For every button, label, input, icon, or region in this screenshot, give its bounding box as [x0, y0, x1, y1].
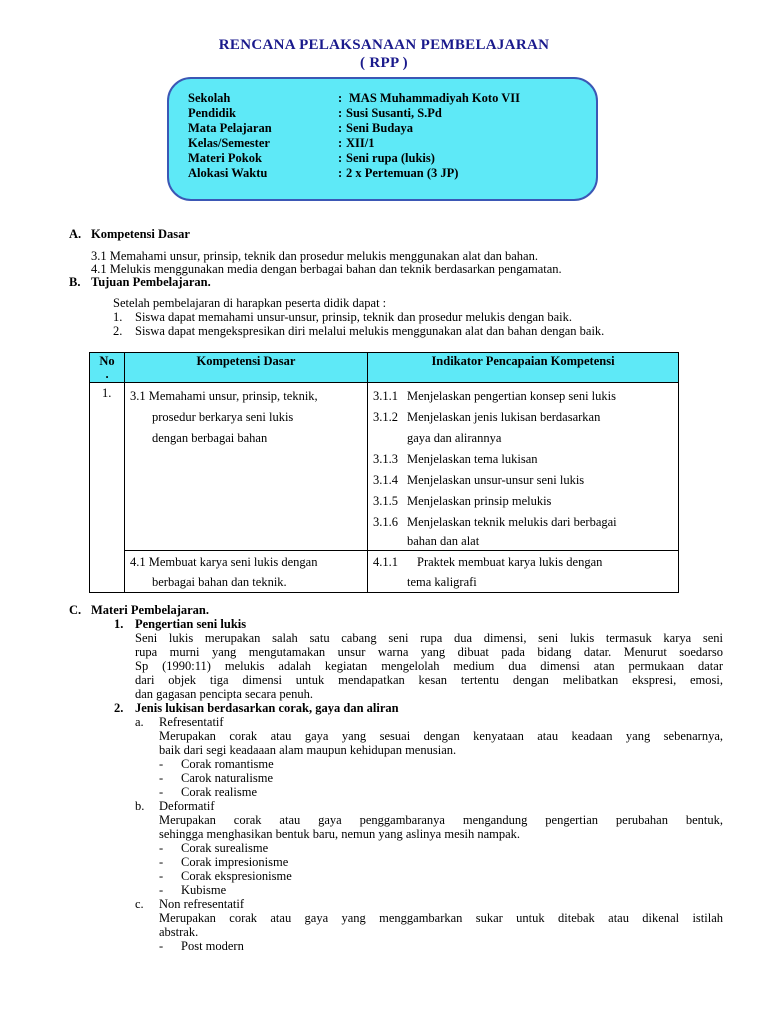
sub2a-title: Refresentatif [159, 715, 224, 729]
sub2b-title: Deformatif [159, 799, 215, 813]
info-row-materi-pokok: Materi Pokok : Seni rupa (lukis) [188, 151, 435, 165]
sub2c-title: Non refresentatif [159, 897, 245, 911]
row-no-cell: 1. [90, 383, 125, 593]
table-header-row [90, 353, 679, 383]
header-no: No . [90, 353, 125, 383]
sub1-line-2: rupa murni yang mengutamakan unsur warna yang dibuat pada bidang datar. Menurut soedarso [135, 645, 723, 659]
competency-table [89, 352, 679, 593]
list-item: Corak impresionisme [181, 855, 289, 869]
kd-item-3-1: 3.1 Memahami unsur, prinsip, teknik dan prosedur melukis menggunakan alat dan bahan. [91, 249, 538, 263]
list-item: Corak ekspresionisme [181, 869, 292, 883]
row2-kd-cell: 4.1 Membuat karya seni lukis dengan berbagai bahan dan teknik. [125, 551, 368, 593]
sub2-title: Jenis lukisan berdasarkan corak, gaya dan aliran [135, 701, 399, 715]
sub2b-line-2: sehingga menghasikan bentuk baru, nemun yang aslinya mesih nampak. [159, 827, 521, 841]
sub1-line-5: dan gagasan pencipta secara penuh. [135, 687, 314, 701]
sub2-num: 2. [114, 701, 124, 715]
sub2c-letter: c. [135, 897, 144, 911]
table-row [90, 383, 679, 551]
sub2c-line-2: abstrak. [159, 925, 199, 939]
header-indikator: Indikator Pencapaian Kompetensi [368, 353, 679, 383]
tujuan-item-2: Siswa dapat mengekspresikan diri melalui melukis menggunakan alat dan bahan dengan baik. [135, 324, 605, 338]
document-subtitle: ( RPP ) [360, 55, 408, 71]
sub1-num: 1. [114, 617, 124, 631]
section-b-letter: B. [69, 275, 81, 289]
table-row [90, 551, 679, 593]
info-row-alokasi-waktu: Alokasi Waktu : 2 x Pertemuan (3 JP) [188, 166, 459, 180]
section-b-heading: Tujuan Pembelajaran. [91, 275, 211, 289]
tujuan-num-2: 2. [113, 324, 123, 338]
section-a-letter: A. [69, 227, 82, 241]
sub1-line-4: dari objek tiga dimensi untuk mendapatkan kesan tertentu dengan melibatkan ekspresi, emosi, [135, 673, 723, 687]
list-item: Kubisme [181, 883, 227, 897]
tujuan-item-1: Siswa dapat memahami unsur-unsur, prinsip, teknik dan prosedur melukis dengan baik. [135, 310, 573, 324]
section-c-letter: C. [69, 603, 82, 617]
sub1-title: Pengertian seni lukis [135, 617, 247, 631]
sub2a-letter: a. [135, 715, 144, 729]
kd-item-4-1: 4.1 Melukis menggunakan media dengan berbagai bahan dan teknik berdasarkan pengamatan. [91, 262, 562, 276]
header-kompetensi-dasar: Kompetensi Dasar [125, 353, 368, 383]
row1-kd-cell: 3.1 Memahami unsur, prinsip, teknik, prosedur berkarya seni lukis dengan berbagai bahan [125, 383, 368, 551]
sub2c-line-1: Merupakan corak atau gaya yang menggambarkan sukar untuk ditebak atau dikenal istilah [159, 911, 723, 925]
sub2b-letter: b. [135, 799, 145, 813]
row1-ipk-cell: 3.1.1 Menjelaskan pengertian konsep seni lukis 3.1.2 Menjelaskan jenis lukisan berdasarkan gaya dan alirannya 3.1.3 Menjelaskan tema lukisan 3.1.4 Menjelaskan unsur-unsur seni lukis 3.1.5 Menjelaskan prinsip melukis 3.1.6 Menjelaskan teknik melukis dari berbagai bahan dan alat [368, 383, 679, 551]
info-row-pendidik: Pendidik : Susi Susanti, S.Pd [188, 106, 442, 120]
list-item: Carok naturalisme [181, 771, 273, 785]
section-a-heading: Kompetensi Dasar [91, 227, 190, 241]
info-row-sekolah: Sekolah : MAS Muhammadiyah Koto VII [188, 91, 520, 105]
sub1-line-3: Sp (1990:11) melukis adalah kegiatan mengelolah medium dua dimensi atan permukaan datar [135, 659, 723, 673]
section-c-heading: Materi Pembelajaran. [91, 603, 210, 617]
row2-ipk-cell: 4.1.1 Praktek membuat karya lukis dengan tema kaligrafi [368, 551, 679, 593]
list-item: Post modern [181, 939, 244, 953]
sub1-line-1: Seni lukis merupakan salah satu cabang seni rupa dua dimensi, seni lukis termasuk karya seni [135, 631, 723, 645]
tujuan-num-1: 1. [113, 310, 123, 324]
info-row-mata-pelajaran: Mata Pelajaran : Seni Budaya [188, 121, 414, 135]
info-row-kelas-semester: Kelas/Semester : XII/1 [188, 136, 375, 150]
list-item: Corak romantisme [181, 757, 274, 771]
list-item: Corak realisme [181, 785, 258, 799]
tujuan-intro: Setelah pembelajaran di harapkan peserta didik dapat : [113, 296, 387, 310]
sub2a-line-1: Merupakan corak atau gaya yang sesuai dengan kenyataan atau keadaan yang sebenarnya, [159, 729, 723, 743]
identity-box [167, 77, 598, 201]
sub2a-line-2: baik dari segi keadaaan alam maupun kehidupan menusian. [159, 743, 457, 757]
list-item: Corak surealisme [181, 841, 269, 855]
document-title: RENCANA PELAKSANAAN PEMBELAJARAN [218, 37, 550, 53]
sub2b-line-1: Merupakan corak atau gaya penggambaranya mengandung pengertian perubahan bentuk, [159, 813, 723, 827]
